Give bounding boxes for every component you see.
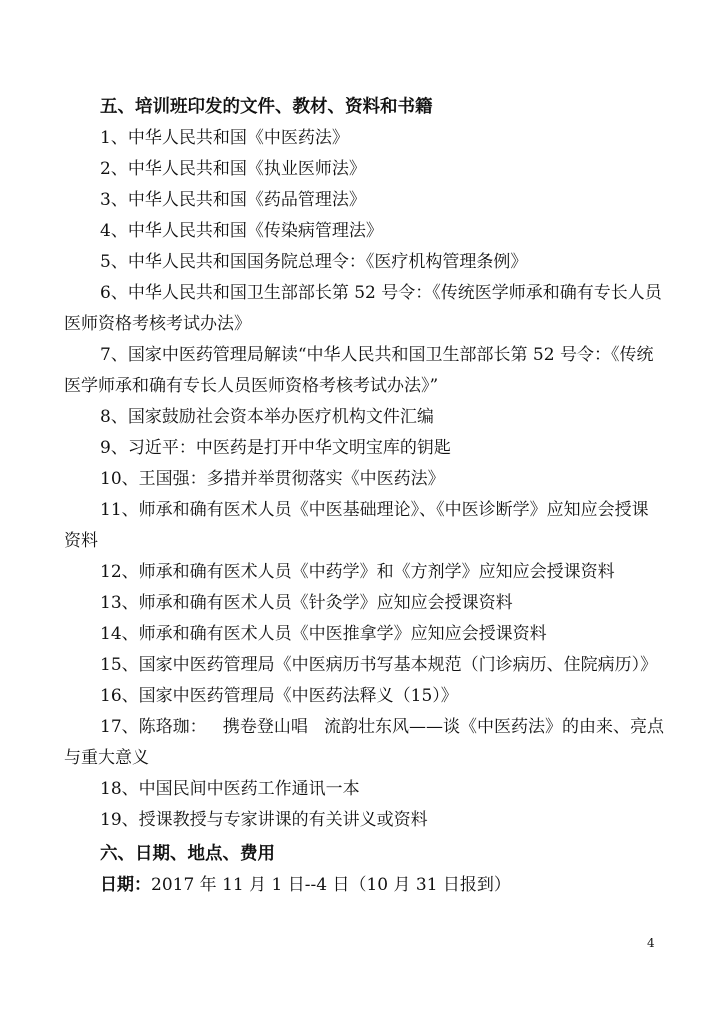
list-item: 6、中华人民共和国卫生部部长第 52 号令：《传统医学师承和确有专长人员	[100, 283, 662, 303]
list-item: 11、师承和确有医术人员《中医基础理论》、《中医诊断学》应知应会授课	[100, 500, 649, 520]
date-value: 2017 年 11 月 1 日--4 日（10 月 31 日报到）	[151, 875, 511, 895]
list-item: 12、师承和确有医术人员《中药学》和《方剂学》应知应会授课资料	[100, 562, 615, 582]
list-item: 18、中国民间中医药工作通讯一本	[100, 779, 360, 799]
list-item-continuation: 医学师承和确有专长人员医师资格考核考试办法》”	[64, 376, 439, 396]
list-item: 4、中华人民共和国《传染病管理法》	[100, 221, 383, 241]
list-item: 10、王国强：多措并举贯彻落实《中医药法》	[100, 469, 445, 489]
list-item-continuation: 资料	[64, 531, 98, 551]
date-line	[100, 874, 511, 896]
list-item-continuation: 医师资格考核考试办法》	[64, 314, 251, 334]
list-item: 17、陈珞珈： 携卷登山唱 流韵壮东风——谈《中医药法》的由来、亮点	[100, 717, 665, 737]
section6-heading: 六、日期、地点、费用	[100, 844, 275, 864]
date-label: 日期：	[100, 875, 151, 895]
list-item-continuation: 与重大意义	[64, 748, 149, 768]
list-item: 2、中华人民共和国《执业医师法》	[100, 159, 366, 179]
list-item: 19、授课教授与专家讲课的有关讲义或资料	[100, 810, 428, 830]
list-item: 5、中华人民共和国国务院总理令：《医疗机构管理条例》	[100, 252, 528, 272]
section5-heading: 五、培训班印发的文件、教材、资料和书籍	[100, 97, 433, 117]
list-item: 13、师承和确有医术人员《针灸学》应知应会授课资料	[100, 593, 513, 613]
list-item: 3、中华人民共和国《药品管理法》	[100, 190, 366, 210]
page-number: 4	[647, 936, 655, 950]
list-item: 14、师承和确有医术人员《中医推拿学》应知应会授课资料	[100, 624, 547, 644]
list-item: 8、国家鼓励社会资本举办医疗机构文件汇编	[100, 407, 434, 427]
list-item: 16、国家中医药管理局《中医药法释义（15）》	[100, 686, 458, 706]
list-item: 7、国家中医药管理局解读“中华人民共和国卫生部部长第 52 号令：《传统	[100, 345, 654, 365]
list-item: 1、中华人民共和国《中医药法》	[100, 128, 349, 148]
list-item: 15、国家中医药管理局《中医病历书写基本规范（门诊病历、住院病历）》	[100, 655, 658, 675]
list-item: 9、习近平：中医药是打开中华文明宝库的钥匙	[100, 438, 451, 458]
